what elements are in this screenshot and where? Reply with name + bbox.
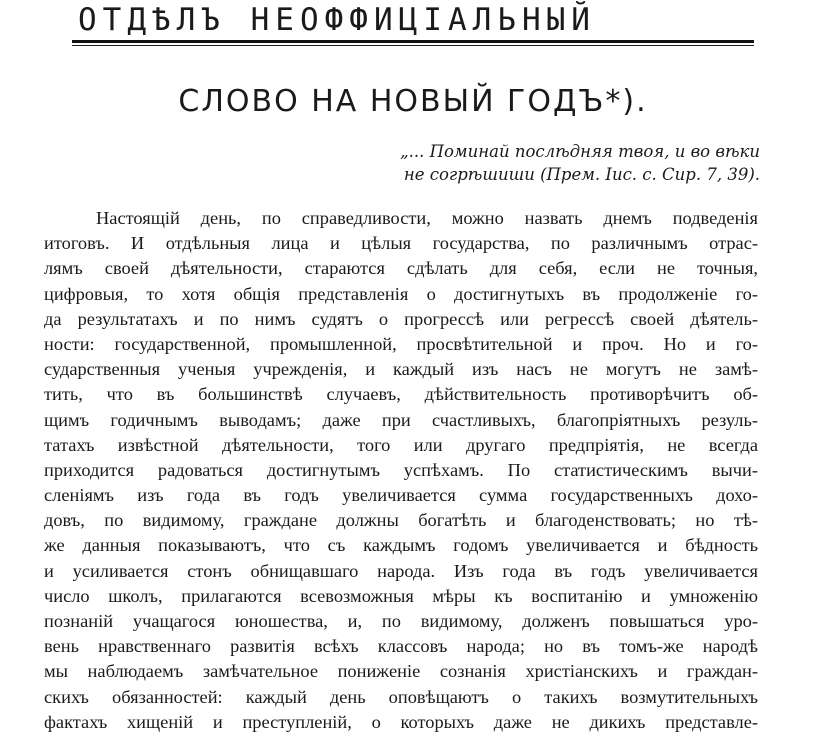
body-line-13: довъ, по видимому, граждане должны богатѣть и благоденствовать; но тѣ- (44, 510, 758, 531)
body-line-3: лямъ своей дѣятельности, стараются сдѣлать для себя, если не точныя, (44, 258, 758, 279)
body-line-9: щимъ годичнымъ выводамъ; даже при счастливыхъ, благопріятныхъ резуль- (44, 409, 758, 430)
body-line-1: Настоящій день, по справедливости, можно назвать днемъ подведенія (96, 208, 758, 228)
epigraph (330, 140, 760, 186)
body-line-19: мы наблюдаемъ замѣчательное понижeніе сознанія христіанскихъ и граждан- (44, 661, 758, 682)
body-line-18: вень нравственнаго развитія всѣхъ классовъ народа; но въ томъ-же народѣ (44, 636, 758, 657)
article-title: СЛОВО НА НОВЫЙ ГОДЪ*). (178, 84, 648, 119)
body-line-5: да результатахъ и по нимъ судятъ о прогрессѣ или регрессѣ своей дѣятель- (44, 308, 758, 329)
body-line-8: тить, что въ большинствѣ случаевъ, дѣйствительность противорѣчитъ об- (44, 384, 758, 405)
body-line-10: татахъ извѣстной дѣятельности, того или другаго предпріятія, не всегда (44, 434, 758, 455)
body-line-6: ности: государственной, промышленной, просвѣтительной и проч. Но и го- (44, 333, 758, 354)
body-text (44, 206, 758, 735)
epigraph-line-1: „... Поминай послѣдняя твоя, и во вѣки (400, 142, 760, 161)
body-line-12: сленіямъ изъ года въ годъ увеличивается сумма государственныхъ дохо- (44, 485, 758, 506)
body-line-17: познаній учащагося юношества, и, по видимому, долженъ повышаться уро- (44, 611, 758, 631)
body-line-21: фактахъ хищеній и преступленій, о которыхъ даже не дикихъ представле- (44, 711, 758, 732)
body-line-4: цифровыя, то хотя общія представленія о достигнутыхъ въ продолженіе го- (44, 283, 758, 304)
header-rule-thick (72, 40, 754, 43)
body-line-20: скихъ обязанностей: каждый день оповѣщаютъ о такихъ возмутительныхъ (44, 686, 758, 707)
body-line-2: итоговъ. И отдѣльныя лица и цѣлыя государства, по различнымъ отрас- (44, 233, 758, 254)
body-line-7: сударственныя ученыя учрежденія, и каждый изъ насъ не могутъ не замѣ- (44, 359, 758, 380)
section-header: ОТДѢЛЪ НЕОФФИЦІАЛЬНЫЙ (78, 2, 596, 38)
body-line-14: же данныя показываютъ, что съ каждымъ годомъ увеличивается и бѣдность (44, 535, 758, 556)
epigraph-line-2: не согрѣшиши (Прем. Іис. с. Сир. 7, 39). (403, 165, 760, 184)
header-rule-thin (72, 45, 754, 46)
body-line-11: приходится радоваться достигнутымъ успѣхамъ. По статистическимъ вычи- (44, 459, 758, 480)
body-line-15: и усиливается стонъ обнищавшаго народа. Изъ года въ годъ увеличивается (44, 560, 758, 581)
body-line-16: число школъ, прилагаются всевозможныя мѣры къ воспитанію и умноженію (44, 585, 758, 606)
